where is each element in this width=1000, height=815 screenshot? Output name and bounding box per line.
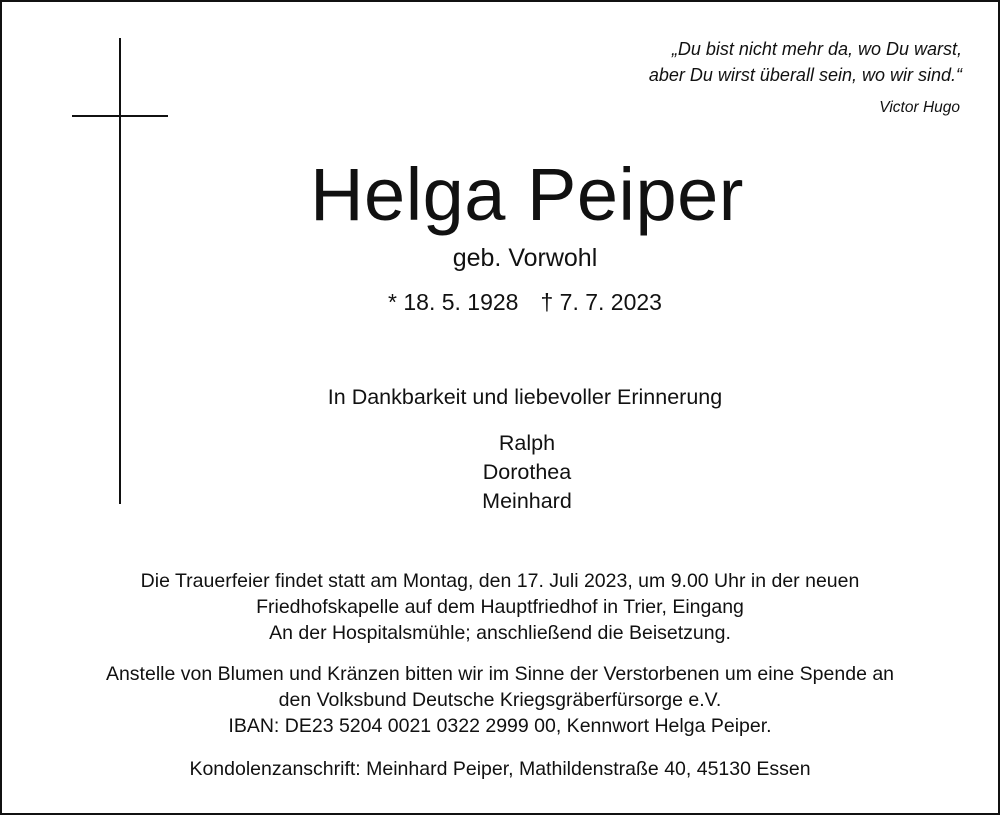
donation-line: Anstelle von Blumen und Kränzen bitten wir im Sinne der Verstorbenen um eine Spende an <box>105 663 895 685</box>
life-dates <box>2 287 1000 317</box>
birth-date: * 18. 5. 1928 <box>388 289 519 315</box>
donation-line: den Volksbund Deutsche Kriegsgräberfürsorge e.V. <box>278 689 722 711</box>
quote-author: Victor Hugo <box>879 99 960 116</box>
mourner-name: Dorothea <box>482 460 572 484</box>
deceased-name: Helga Peiper <box>310 153 744 236</box>
donation-line: IBAN: DE23 5204 0021 0322 2999 00, Kennwort Helga Peiper. <box>228 715 772 737</box>
service-line: Friedhofskapelle auf dem Hauptfriedhof in Trier, Eingang <box>256 596 744 618</box>
mourners-list <box>2 429 1000 516</box>
service-line: Die Trauerfeier findet statt am Montag, den 17. Juli 2023, um 9.00 Uhr in der neuen <box>140 570 860 592</box>
maiden-name: geb. Vorwohl <box>452 244 598 272</box>
funeral-service-info <box>2 568 998 646</box>
gratitude-line: In Dankbarkeit und liebevoller Erinnerung <box>327 385 723 409</box>
cross-horizontal-bar <box>72 115 168 117</box>
quote <box>649 36 962 88</box>
mourner-name: Ralph <box>498 431 556 455</box>
mourner-name: Meinhard <box>482 489 572 513</box>
condolence-address: Kondolenzanschrift: Meinhard Peiper, Mathildenstraße 40, 45130 Essen <box>189 758 811 780</box>
death-date: † 7. 7. 2023 <box>540 289 662 315</box>
donation-info <box>2 661 998 739</box>
quote-line: aber Du wirst überall sein, wo wir sind.“ <box>648 65 962 85</box>
service-line: An der Hospitalsmühle; anschließend die Beisetzung. <box>269 622 731 644</box>
quote-line: „Du bist nicht mehr da, wo Du warst, <box>671 39 962 59</box>
